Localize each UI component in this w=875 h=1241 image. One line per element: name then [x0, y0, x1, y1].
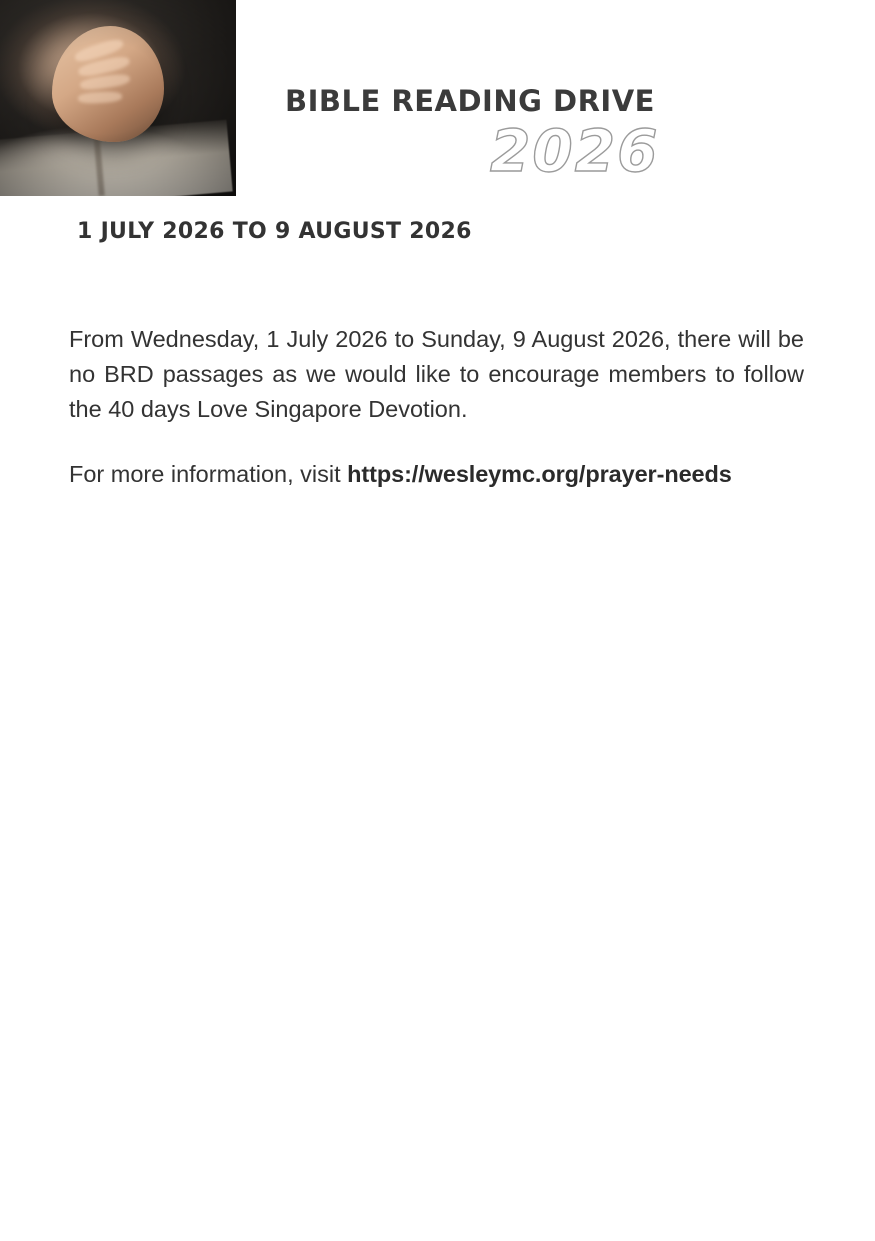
body-copy	[69, 322, 804, 492]
prayer-needs-link[interactable]: https://wesleymc.org/prayer-needs	[347, 461, 732, 487]
paragraph-announcement: From Wednesday, 1 July 2026 to Sunday, 9 August 2026, there will be no BRD passages as we would like to encourage members to follow the 40 days Love Singapore Devotion.	[69, 326, 804, 422]
title-block	[285, 84, 845, 186]
date-range: 1 JULY 2026 TO 9 AUGUST 2026	[77, 219, 472, 244]
year-outline-text: 2026	[490, 117, 660, 186]
photo-vignette	[0, 0, 236, 196]
hero-image	[0, 0, 236, 196]
more-info-prefix: For more information, visit	[69, 461, 348, 487]
page-title: BIBLE READING DRIVE	[285, 84, 655, 118]
paragraph-more-info	[69, 457, 804, 492]
